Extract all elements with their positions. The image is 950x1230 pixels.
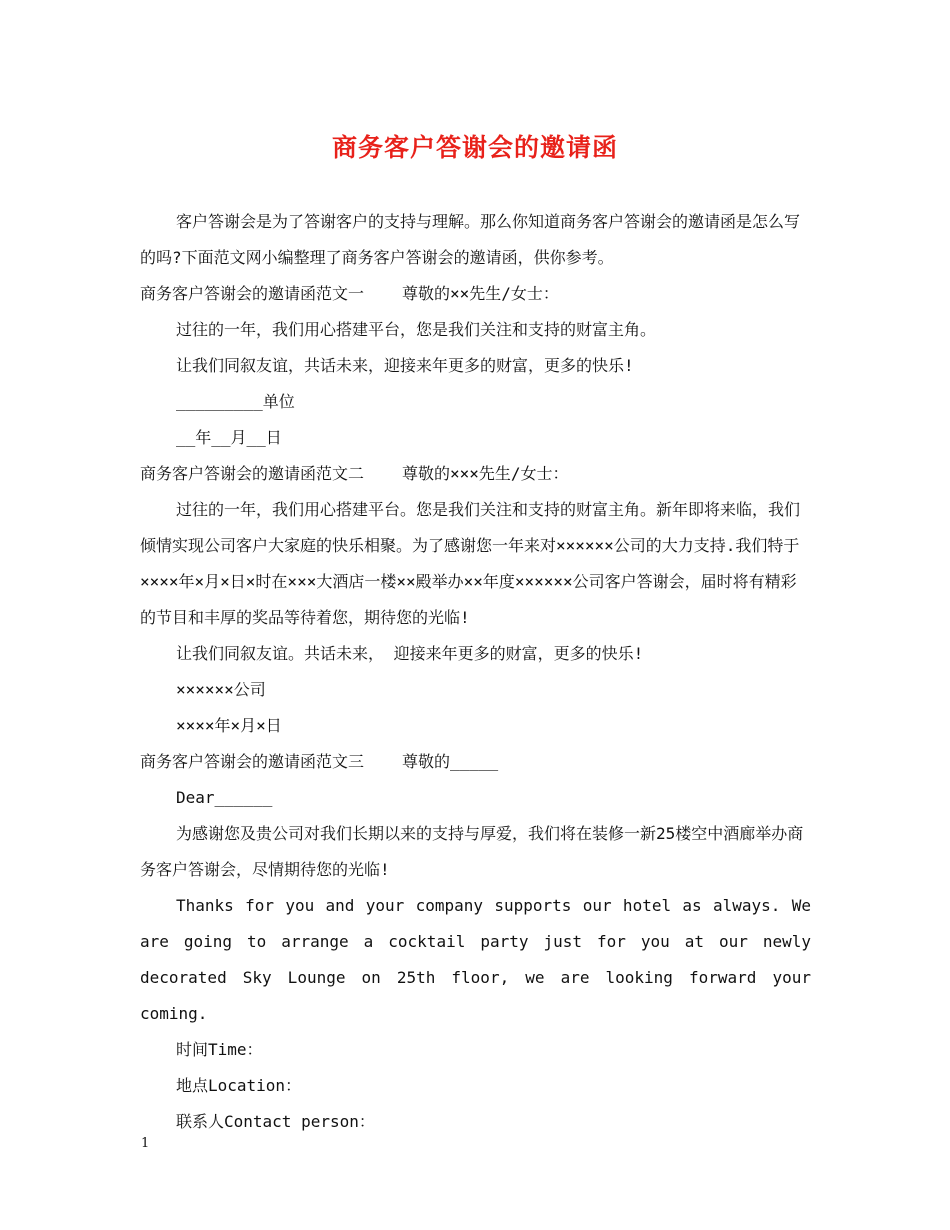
sample1-signature: _________单位	[176, 392, 295, 411]
sample1-salutation: 尊敬的××先生/女士：	[402, 284, 559, 303]
sample3-heading-line	[140, 744, 811, 780]
sample1-heading: 商务客户答谢会的邀请函范文一	[140, 284, 365, 303]
sample3-dear-line: Dear______	[176, 788, 273, 807]
sample2-heading: 商务客户答谢会的邀请函范文二	[140, 464, 365, 483]
sample2-paragraph-2: 让我们同叙友谊。共话未来， 迎接来年更多的财富，更多的快乐!	[176, 644, 644, 663]
sample1-paragraph-2: 让我们同叙友谊，共话未来，迎接来年更多的财富，更多的快乐!	[176, 356, 634, 375]
sample3-paragraph-english: Thanks for you and your company supports our hotel as always. We are going to arrange a cocktail party just for you at our newly decorated Sky Lounge on 25th floor, we are looking forward your coming.	[140, 896, 811, 1023]
sample3-time-field: 时间Time：	[176, 1040, 263, 1059]
document-body	[140, 204, 811, 1140]
document-title: 商务客户答谢会的邀请函	[331, 133, 618, 162]
sample3-contact-field: 联系人Contact person：	[176, 1112, 375, 1131]
page-number: 1	[141, 1136, 150, 1151]
sample2-signature: ××××××公司	[176, 680, 266, 699]
sample3-paragraph-chinese: 为感谢您及贵公司对我们长期以来的支持与厚爱，我们将在装修一新25楼空中酒廊举办商务客户答谢会，尽情期待您的光临!	[140, 824, 804, 879]
sample1-heading-line	[140, 276, 811, 312]
sample2-paragraph-1: 过往的一年，我们用心搭建平台。您是我们关注和支持的财富主角。新年即将来临，我们倾情实现公司客户大家庭的快乐相聚。为了感谢您一年来对××××××公司的大力支持.我们特于××××年×月×日×时在×××大酒店一楼××殿举办××年度××××××公司客户答谢会，届时将有精彩的节目和丰厚的奖品等待着您，期待您的光临!	[140, 500, 801, 627]
sample2-salutation: 尊敬的×××先生/女士：	[402, 464, 569, 483]
sample3-location-field: 地点Location：	[176, 1076, 302, 1095]
sample2-date: ××××年×月×日	[176, 716, 282, 735]
sample3-salutation: 尊敬的_____	[402, 752, 499, 771]
sample3-heading: 商务客户答谢会的邀请函范文三	[140, 752, 365, 771]
intro-paragraph: 客户答谢会是为了答谢客户的支持与理解。那么你知道商务客户答谢会的邀请函是怎么写的吗?下面范文网小编整理了商务客户答谢会的邀请函，供你参考。	[140, 212, 801, 267]
sample2-heading-line	[140, 456, 811, 492]
sample1-paragraph-1: 过往的一年，我们用心搭建平台，您是我们关注和支持的财富主角。	[176, 320, 657, 339]
sample1-date: __年__月__日	[176, 428, 282, 447]
